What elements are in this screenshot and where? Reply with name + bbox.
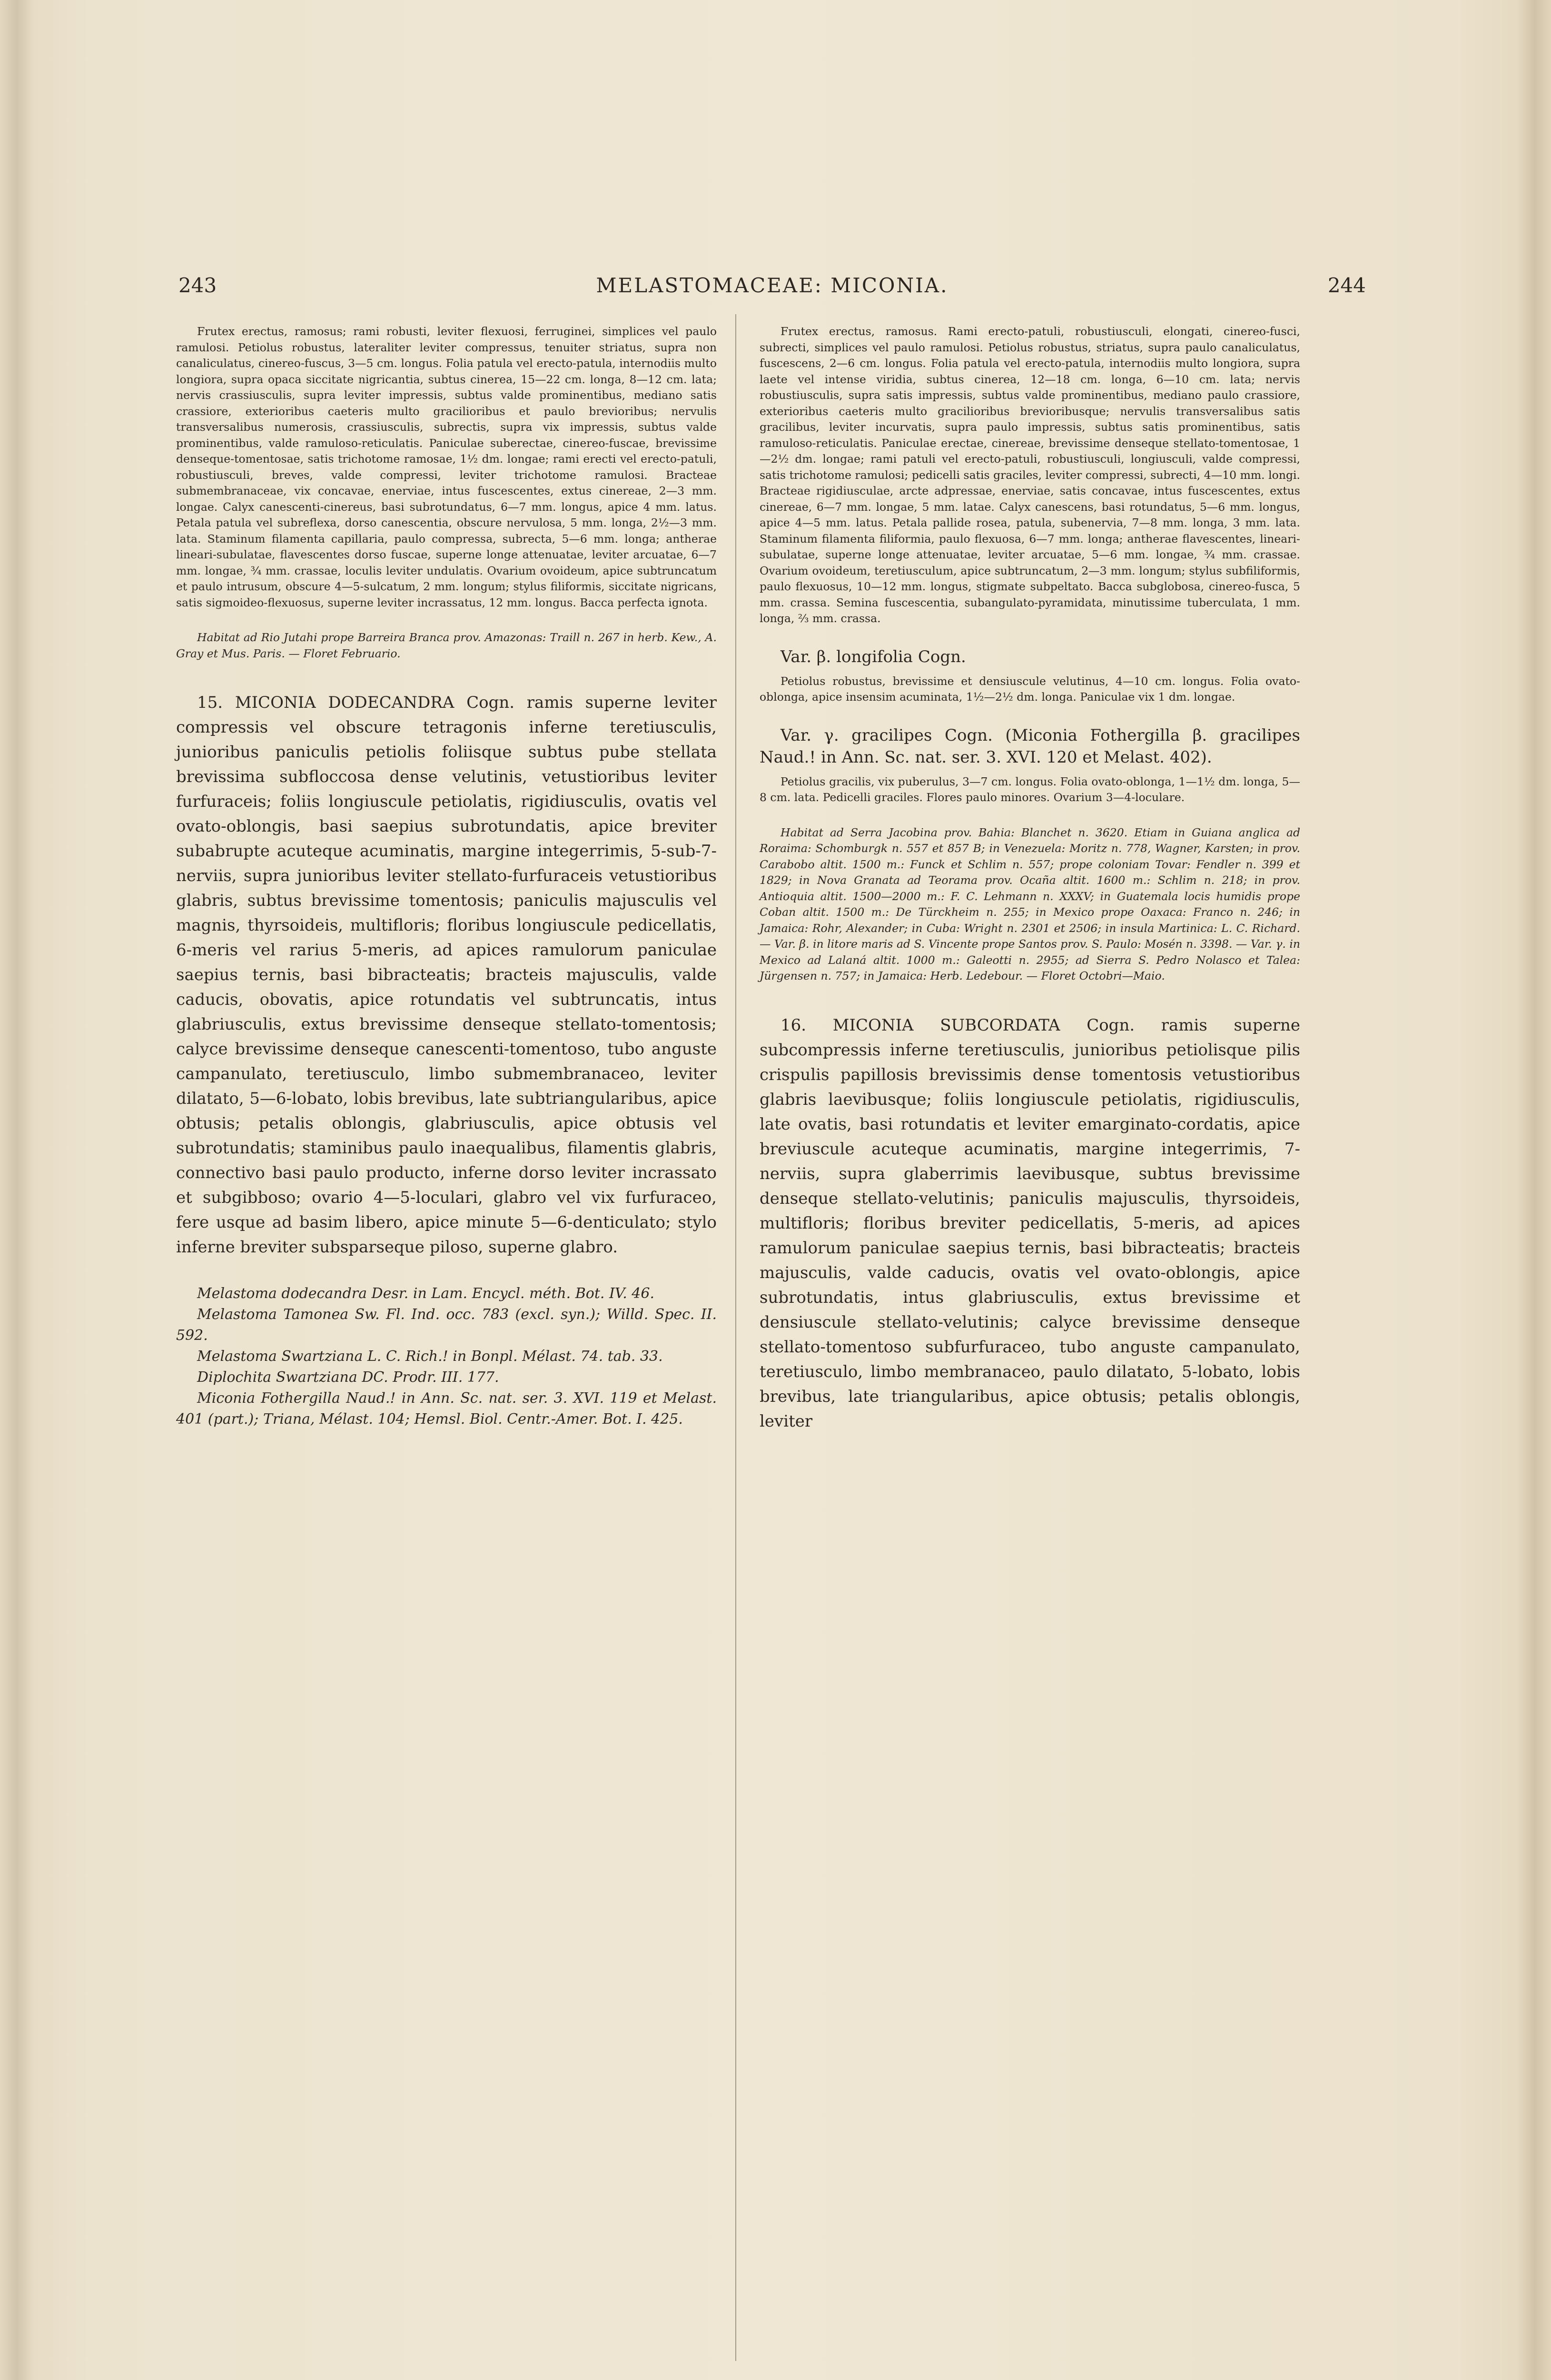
running-head: MELASTOMACEAE: MICONIA. — [596, 274, 948, 297]
synonym-1: Melastoma dodecandra Desr. in Lam. Encycl. méth. Bot. IV. 46. — [197, 1285, 655, 1302]
page-edge-shadow-left — [0, 0, 33, 2380]
synonym-2: Melastoma Tamonea Sw. Fl. Ind. occ. 783 (excl. syn.); Willd. Spec. II. 592. — [176, 1306, 717, 1344]
habitat-note-right: Habitat ad Serra Jacobina prov. Bahia: Blanchet n. 3620. Etiam in Guiana anglica ad Roraima: Schomburgk n. 557 et 857 B; in Venezuela: Moritz n. 778, Wagner, Karsten; in prov. Carabobo altit. 1500 m.: Funck et Schlim n. 557; prope coloniam Tovar: Fendler n. 399 et 1829; in Nova Granata ad Teorama prov. Ocaña altit. 1600 m.: Schlim n. 218; in prov. Antioquia altit. 1500—2000 m.: F. C. Lehmann n. XXXV; in Guatemala locis humidis prope Coban altit. 1500 m.: De Türckheim n. 255; in Mexico prope Oaxaca: Franco n. 246; in Jamaica: Rohr, Alexander; in Cuba: Wright n. 2301 et 2506; in insula Martinica: L. C. Richard. — Var. β. in litore maris ad S. Vincente prope Santos prov. S. Paulo: Mosén n. 3398. — Var. γ. in Mexico ad Lalaná altit. 1000 m.: Galeotti n. 2955; ad Sierra S. Pedro Nolasco et Talea: Jürgensen n. 757; in Jamaica: Herb. Ledebour. — Floret Octobri—Maio. — [760, 825, 1300, 982]
page-header — [178, 274, 1366, 307]
page-number-right: 244 — [1327, 274, 1366, 297]
page-edge-shadow-right — [1518, 0, 1551, 2380]
left-column — [176, 324, 717, 1430]
species-description: Frutex erectus, ramosus; rami robusti, leviter flexuosi, ferruginei, simplices vel paulo ramulosi. Petiolus robustus, lateraliter leviter compressus, tenuiter striatus, supra non canaliculatus, cinereo-fuscus, 3—5 cm. longus. Folia patula vel erecto-patula, internodiis multo longiora, supra opaca siccitate nigricantia, subtus cinerea, 15—22 cm. longa, 8—12 cm. lata; nervis crassiusculis, supra leviter impressis, subtus valde prominentibus, mediano satis crassiore, exterioribus caeteris multo gracilioribus et paulo brevioribus; nervulis transversalibus numerosis, crassiusculis, subrectis, supra vix impressis, subtus valde prominentibus, valde ramuloso-reticulatis. Paniculae suberectae, cinereo-fuscae, brevissime denseque-tomentosae, satis trichotome ramosae, 1½ dm. longae; rami erecti vel erecto-patuli, robustiusculi, breves, valde compressi, leviter trichotome ramulosi. Bracteae submembranaceae, vix concavae, enerviae, intus fuscescentes, extus cinereae, 2—3 mm. longae. Calyx canescenti-cinereus, basi subrotundatus, 6—7 mm. longus, apice 4 mm. latus. Petala patula vel subreflexa, dorso canescentia, obscure nervulosa, 5 mm. longa, 2½—3 mm. lata. Staminum filamenta capillaria, paulo compressa, subrecta, 5—6 mm. longa; antherae lineari-subulatae, flavescentes dorso fuscae, superne longe attenuatae, leviter arcuatae, 6—7 mm. longae, ¾ mm. crassae, loculis leviter undulatis. Ovarium ovoideum, apice subtruncatum et paulo intrusum, obscure 4—5-sulcatum, 2 mm. longum; stylus filiformis, siccitate nigricans, satis sigmoideo-flexuosus, superne leviter incrassatus, 12 mm. longus. Bacca perfecta ignota. — [176, 325, 717, 609]
right-column — [760, 324, 1300, 1438]
variety-gamma-description: Petiolus gracilis, vix puberulus, 3—7 cm. longus. Folia ovato-oblonga, 1—1½ dm. longa, 5—8 cm. lata. Pedicelli graciles. Flores paulo minores. Ovarium 3—4-loculare. — [760, 774, 1300, 804]
species-description-right: Frutex erectus, ramosus. Rami erecto-patuli, robustiusculi, elongati, cinereo-fusci, subrecti, simplices vel paulo ramulosi. Petiolus robustus, striatus, supra paulo canaliculatus, fuscescens, 2—6 cm. longus. Folia patula vel erecto-patula, internodiis multo longiora, supra laete vel intense viridia, subtus cinerea, 12—18 cm. longa, 6—10 cm. lata; nervis robustiusculis, supra satis impressis, subtus valde prominentibus, mediano paulo crassiore, exterioribus caeteris multo gracilioribus brevioribusque; nervulis transversalibus satis gracilibus, leviter incurvatis, supra paulo impressis, subtus satis prominentibus, satis ramuloso-reticulatis. Paniculae erectae, cinereae, brevissime denseque stellato-tomentosae, 1—2½ dm. longae; rami patuli vel erecto-patuli, robustiusculi, longiusculi, valde compressi, satis trichotome ramulosi; pedicelli satis graciles, leviter compressi, subrecti, 4—10 mm. longi. Bracteae rigidiusculae, arcte adpressae, enerviae, satis concavae, intus fuscescentes, extus cinereae, 6—7 mm. longae, 5 mm. latae. Calyx canescens, basi rotundatus, 5—6 mm. longus, apice 4—5 mm. latus. Petala pallide rosea, patula, subenervia, 7—8 mm. longa, 3 mm. lata. Staminum filamenta filiformia, paulo flexuosa, 6—7 mm. longa; antherae flavescentes, lineari-subulatae, superne longe attenuatae, leviter arcuatae, 5—6 mm. longae, ¾ mm. crassae. Ovarium ovoideum, teretiusculum, apice subtruncatum, 2—3 mm. longum; stylus subfiliformis, paulo flexuosus, 10—12 mm. longus, stigmate subpeltato. Bacca subglobosa, cinereo-fusca, 5 mm. crassa. Semina fuscescentia, subangulato-pyramidata, minutissime tuberculata, 1 mm. longa, ⅔ mm. crassa. — [760, 325, 1300, 625]
variety-beta-title: Var. β. longifolia Cogn. — [780, 647, 966, 666]
species-heading-16: 16. MICONIA SUBCORDATA Cogn. ramis superne subcompressis inferne teretiusculis, junioribus petiolisque pilis crispulis papillosis brevissimis dense tomentosis vetustioribus glabris laevibusque; foliis longiuscule petiolatis, rigidiusculis, late ovatis, basi rotundatis et leviter emarginato-cordatis, apice breviuscule acuteque acuminatis, margine integerrimis, 7-nerviis, supra glaberrimis laevibusque, subtus brevissime denseque stellato-velutinis; paniculis majusculis, thyrsoideis, multifloris; floribus breviter pedicellatis, 5-meris, ad apices ramulorum paniculae saepius ternis, basi bibracteatis; bracteis majusculis, valde caducis, ovatis vel ovato-oblongis, apice subrotundatis, intus glabriusculis, extus brevissime et densiuscule stellato-velutinis; calyce brevissime denseque stellato-tomentoso subfurfuraceo, tubo anguste campanulato, teretiusculo, limbo membranaceo, paulo dilatato, 5-lobato, lobis brevibus, late triangularibus, apice obtusis; petalis oblongis, leviter — [760, 1015, 1300, 1431]
synonym-5: Miconia Fothergilla Naud.! in Ann. Sc. nat. ser. 3. XVI. 119 et Melast. 401 (part.); Triana, Mélast. 104; Hemsl. Biol. Centr.-Amer. Bot. I. 425. — [176, 1390, 717, 1428]
synonym-3: Melastoma Swartziana L. C. Rich.! in Bonpl. Mélast. 74. tab. 33. — [197, 1348, 663, 1365]
column-divider — [735, 314, 736, 2361]
page-number-left: 243 — [178, 274, 217, 297]
species-heading-15: 15. MICONIA DODECANDRA Cogn. ramis superne leviter compressis vel obscure tetragonis inferne teretiusculis, junioribus paniculis petiolis foliisque subtus pube stellata brevissima subfloccosa dense velutinis, vetustioribus leviter furfuraceis; foliis longiuscule petiolatis, rigidiusculis, ovatis vel ovato-oblongis, basi saepius subrotundatis, apice breviter subabrupte acuteque acuminatis, margine integerrimis, 5-sub-7-nerviis, supra junioribus leviter stellato-furfuraceis vetustioribus glabris, subtus brevissime tomentosis; paniculis majusculis vel magnis, thyrsoideis, multifloris; floribus longiuscule pedicellatis, 6-meris vel rarius 5-meris, ad apices ramulorum paniculae saepius ternis, basi bibracteatis; bracteis majusculis, valde caducis, obovatis, apice rotundatis vel subtruncatis, intus glabriusculis, extus brevissime denseque stellato-tomentosis; calyce brevissime denseque canescenti-tomentoso, tubo anguste campanulato, teretiusculo, limbo submembranaceo, leviter dilatato, 5—6-lobato, lobis brevibus, late subtriangularibus, apice obtusis; petalis oblongis, glabriusculis, apice obtusis vel subrotundatis; staminibus paulo inaequalibus, filamentis glabris, connectivo basi paulo producto, inferne dorso leviter incrassato et subgibboso; ovario 4—5-loculari, glabro vel vix furfuraceo, fere usque ad basim libero, apice minute 5—6-denticulato; stylo inferne breviter subsparseque piloso, superne glabro. — [176, 693, 717, 1257]
synonym-4: Diplochita Swartziana DC. Prodr. III. 177. — [197, 1369, 499, 1386]
variety-gamma-title: Var. γ. gracilipes Cogn. (Miconia Fothergilla β. gracilipes Naud.! in Ann. Sc. nat. ser. 3. XVI. 120 et Melast. 402). — [760, 725, 1300, 767]
habitat-note: Habitat ad Rio Jutahi prope Barreira Branca prov. Amazonas: Traill n. 267 in herb. Kew., A. Gray et Mus. Paris. — Floret Februario. — [176, 631, 717, 660]
variety-beta-description: Petiolus robustus, brevissime et densiuscule velutinus, 4—10 cm. longus. Folia ovato-oblonga, apice insensim acuminata, 1½—2½ dm. longa. Paniculae vix 1 dm. longae. — [760, 674, 1300, 704]
